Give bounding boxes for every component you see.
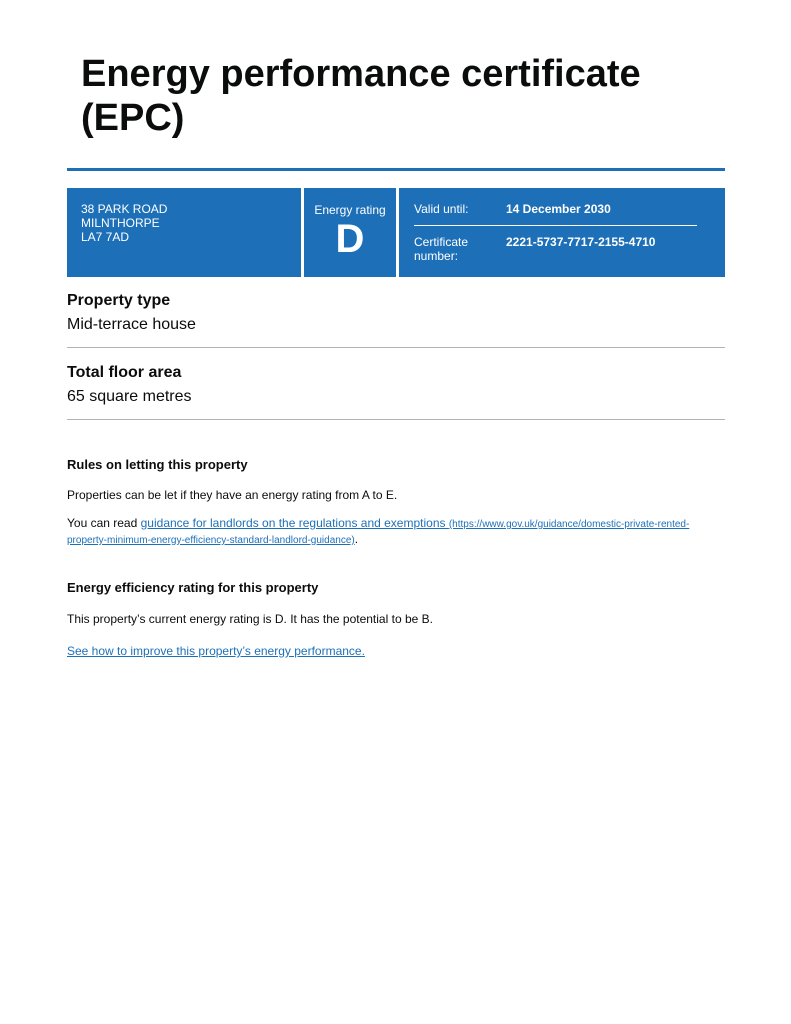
guidance-link-text: guidance for landlords on the regulations and exemptions — [140, 516, 446, 530]
address-line-1: 38 PARK ROAD — [81, 202, 168, 216]
guidance-link-url: (https://www.gov.uk/guidance/domestic-private-rented- — [448, 519, 690, 530]
certificate-details-box — [399, 188, 725, 277]
valid-until-value: 14 December 2030 — [506, 202, 611, 216]
valid-until-row — [414, 202, 725, 216]
certificate-summary — [67, 188, 725, 277]
floor-area-value: 65 square metres — [67, 388, 192, 405]
letting-rules-text: Properties can be let if they have an energy rating from A to E. — [67, 488, 398, 502]
page-title: Energy performance certificate (EPC) — [81, 53, 641, 139]
details-divider — [414, 225, 697, 226]
guidance-prefix: You can read — [67, 516, 141, 530]
address-line-2: MILNTHORPE — [81, 216, 160, 230]
certificate-number-row — [414, 235, 725, 263]
guidance-suffix: . — [354, 532, 359, 546]
guidance-paragraph — [67, 516, 727, 548]
certificate-number-value: 2221-5737-7717-2155-4710 — [506, 235, 656, 249]
valid-until-label: Valid until: — [414, 202, 469, 216]
title-divider — [67, 168, 725, 171]
property-type-value: Mid-terrace house — [67, 316, 196, 333]
efficiency-heading: Energy efficiency rating for this property — [67, 580, 319, 595]
property-type-heading: Property type — [67, 292, 171, 309]
energy-rating-box — [304, 188, 396, 277]
efficiency-text: This property’s current energy rating is D. It has the potential to be B. — [67, 612, 433, 626]
energy-rating-label: Energy rating — [314, 203, 386, 217]
certificate-label-line1: Certificate — [414, 235, 469, 249]
improve-performance-link[interactable]: See how to improve this property’s energy performance. — [67, 644, 365, 658]
floor-area-heading: Total floor area — [67, 364, 182, 381]
address-postcode: LA7 7AD — [81, 230, 130, 244]
section-divider — [67, 347, 725, 348]
guidance-link[interactable] — [67, 516, 689, 546]
guidance-link-url-cont: property-minimum-energy-efficiency-standard-landlord-guidance) — [67, 535, 355, 546]
certificate-number-label — [414, 235, 506, 263]
certificate-label-line2: number: — [414, 249, 459, 263]
energy-rating-letter: D — [335, 217, 365, 261]
address-box — [67, 188, 301, 277]
section-divider — [67, 419, 725, 420]
letting-rules-heading: Rules on letting this property — [67, 457, 248, 472]
